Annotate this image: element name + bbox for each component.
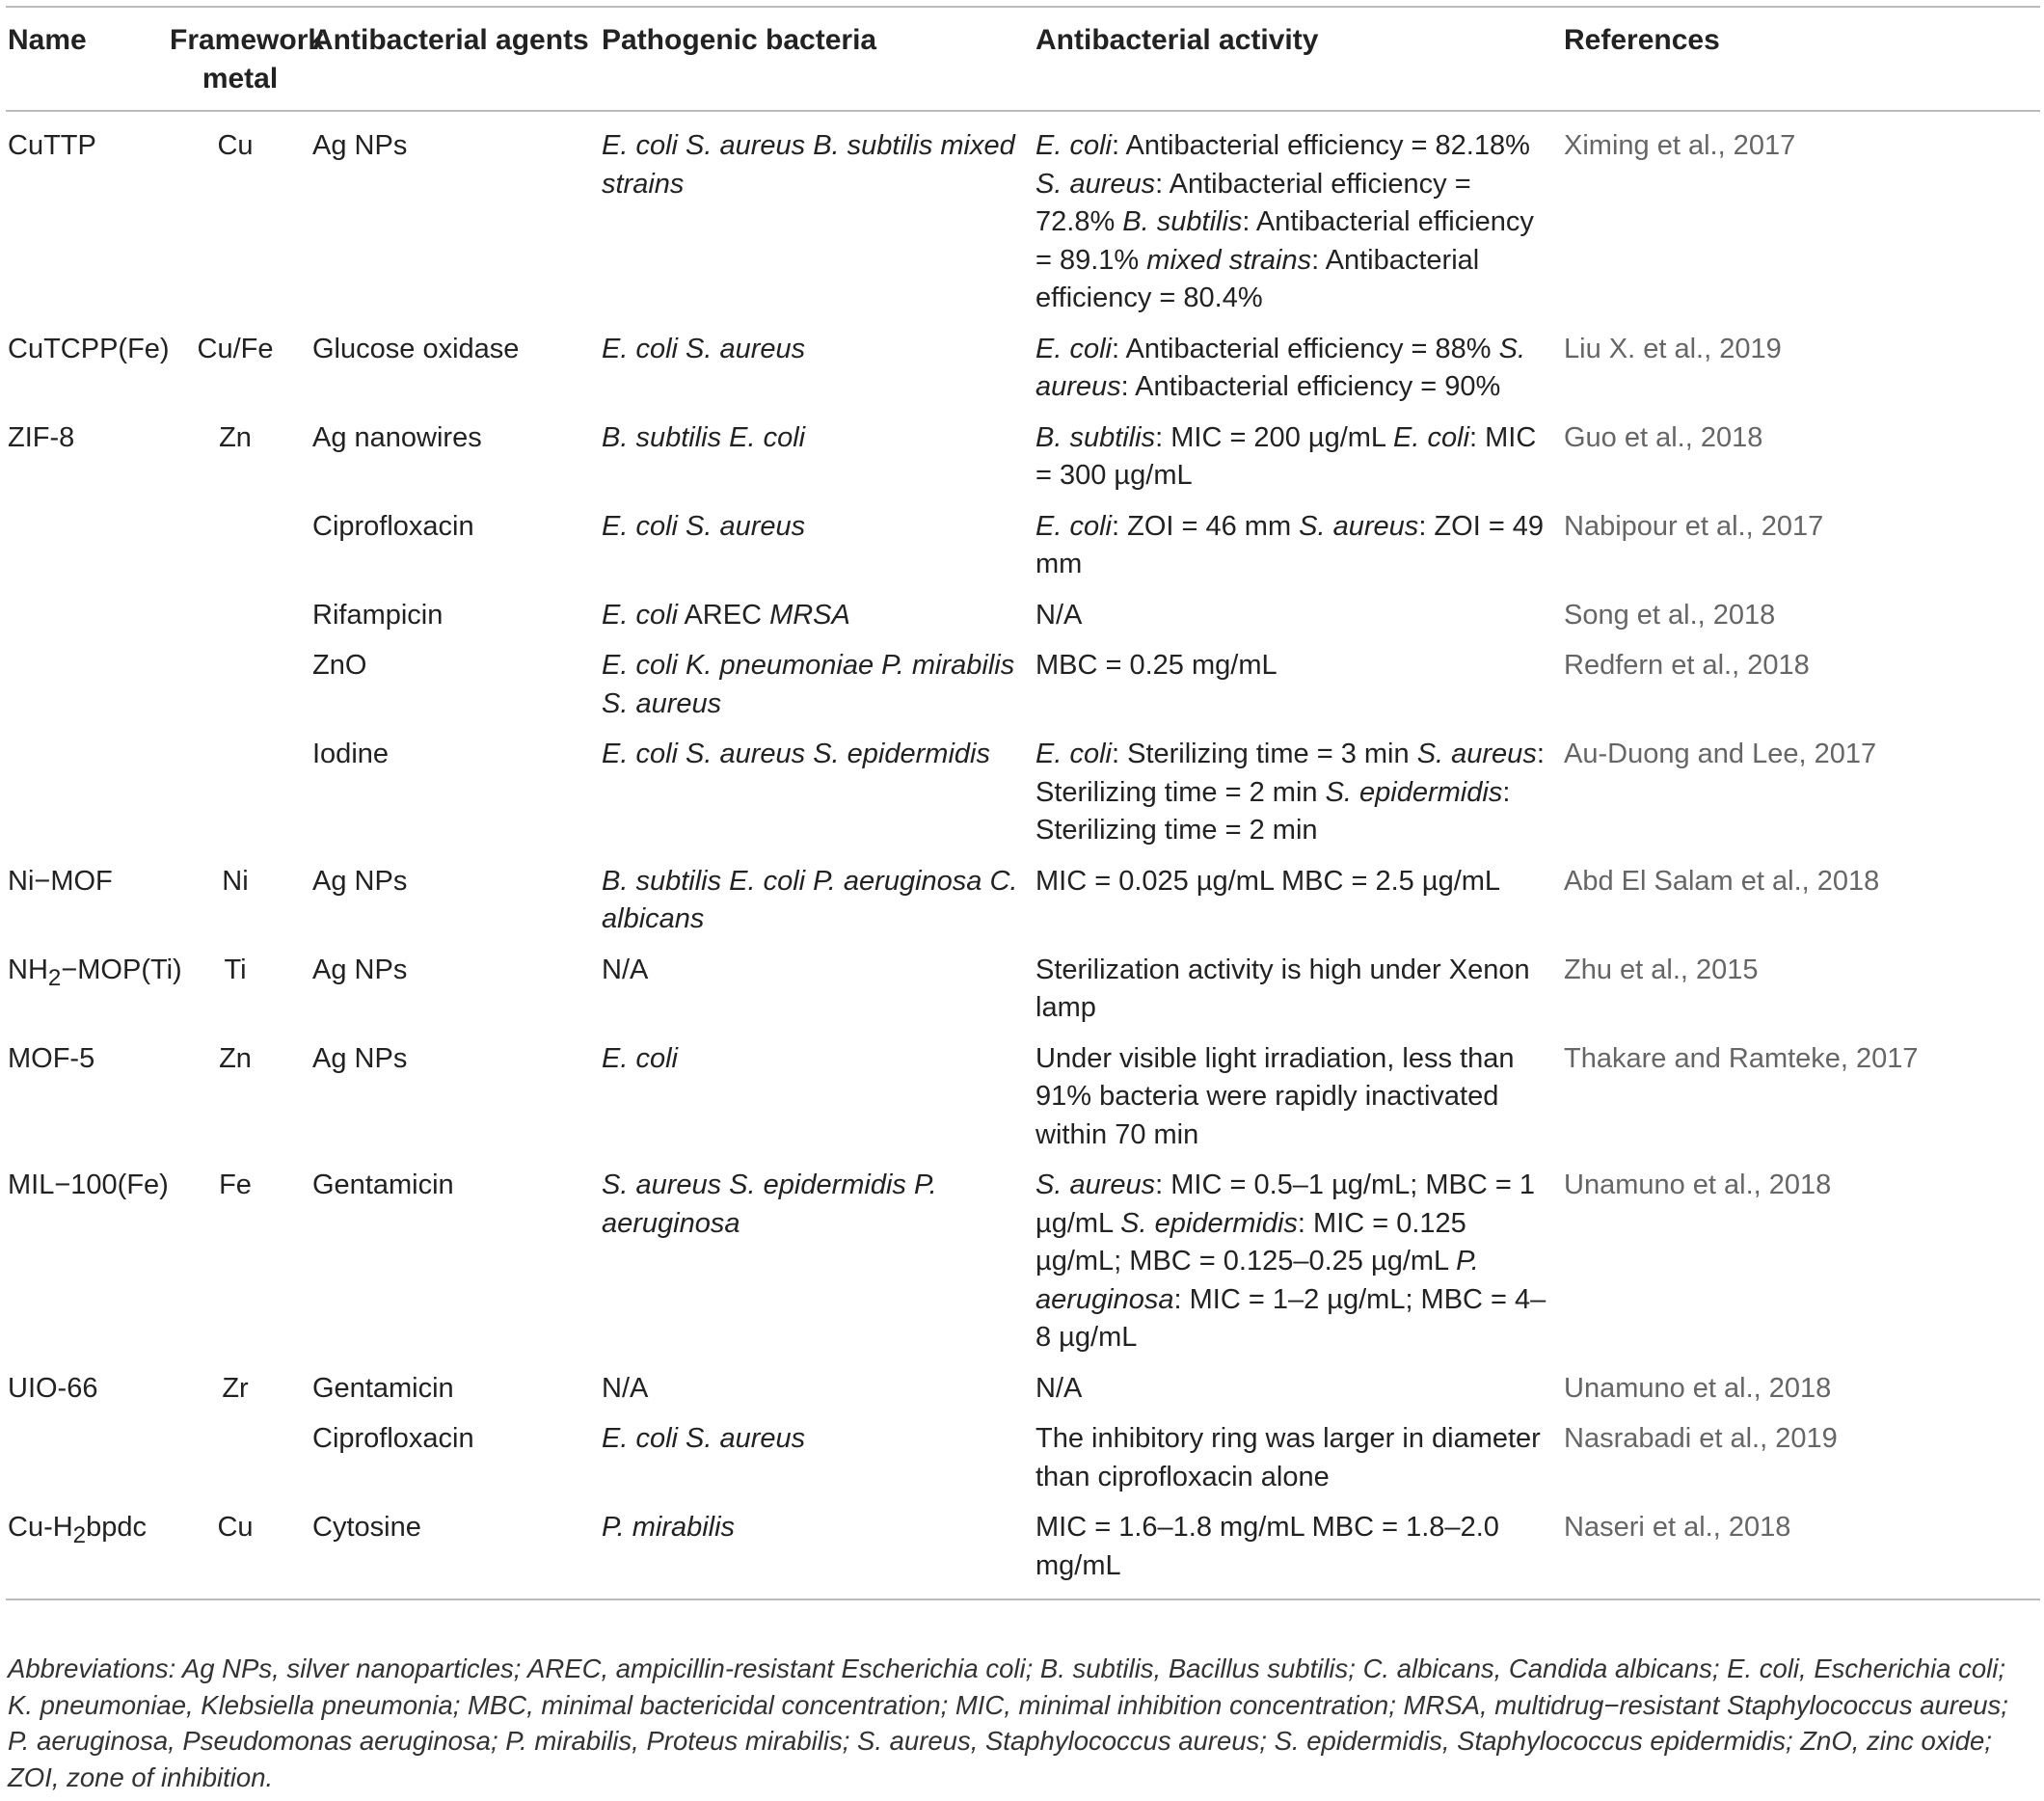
cell-antibacterial-activity: MIC = 0.025 µg/mL MBC = 2.5 µg/mL — [1035, 865, 1501, 897]
mof-antibacterial-table — [6, 6, 2040, 1600]
cell-name: MIL−100(Fe) — [8, 1169, 169, 1200]
cell-pathogenic-bacteria: E. coli S. aureus — [602, 333, 806, 364]
cell-antibacterial-activity: Under visible light irradiation, less than 91% bacteria were rapidly inactivated within 70 min — [1035, 1042, 1515, 1150]
cell-name: MOF-5 — [8, 1042, 95, 1074]
cell-framework-metal: Cu — [217, 130, 254, 161]
header-antibacterial-activity: Antibacterial activity — [1034, 7, 1562, 111]
cell-framework-metal: Zn — [219, 1042, 252, 1074]
cell-reference: Abd El Salam et al., 2018 — [1564, 865, 1880, 897]
cell-reference: Nabipour et al., 2017 — [1564, 510, 1824, 542]
cell-name — [6, 591, 168, 642]
cell-antibacterial-activity: The inhibitory ring was larger in diameter than ciprofloxacin alone — [1035, 1423, 1541, 1492]
cell-pathogenic-bacteria: B. subtilis E. coli — [602, 421, 806, 453]
cell-reference: Naseri et al., 2018 — [1562, 1503, 2040, 1599]
table-row — [6, 111, 2040, 325]
cell-reference: Redfern et al., 2018 — [1564, 650, 1810, 681]
header-row — [6, 7, 2040, 111]
cell-reference: Thakare and Ramteke, 2017 — [1564, 1042, 1919, 1074]
cell-pathogenic-bacteria: E. coli — [602, 1042, 678, 1074]
cell-antibacterial-activity: MIC = 1.6–1.8 mg/mL MBC = 1.8–2.0 mg/mL — [1034, 1503, 1562, 1599]
cell-reference: Zhu et al., 2015 — [1564, 954, 1759, 985]
table-row — [6, 1414, 2040, 1503]
cell-framework-metal: Zn — [219, 421, 252, 453]
cell-antibacterial-activity: B. subtilis: MIC = 200 µg/mL E. coli: MIC = 300 µg/mL — [1035, 421, 1537, 491]
cell-name: $Cu-H_2bpdc$ — [6, 1503, 168, 1599]
table-row — [6, 641, 2040, 730]
cell-antibacterial-activity: MBC = 0.25 mg/mL — [1035, 650, 1278, 681]
cell-framework-metal: Cu/Fe — [197, 333, 274, 364]
cell-framework-metal — [168, 1414, 310, 1503]
cell-reference: Song et al., 2018 — [1564, 599, 1776, 631]
cell-antibacterial-agent: Ag nanowires — [312, 421, 482, 453]
cell-antibacterial-activity: E. coli: ZOI = 46 mm S. aureus: ZOI = 49 mm — [1035, 510, 1545, 579]
table-row — [6, 1364, 2040, 1415]
cell-reference: Unamuno et al., 2018 — [1564, 1169, 1832, 1200]
cell-reference: Ximing et al., 2017 — [1564, 130, 1796, 161]
header-antibacterial-agents: Antibacterial agents — [310, 7, 600, 111]
cell-framework-metal: Ni — [222, 865, 249, 897]
cell-pathogenic-bacteria: E. coli AREC MRSA — [602, 599, 850, 631]
cell-antibacterial-agent: Ciprofloxacin — [312, 1423, 474, 1454]
cell-antibacterial-activity: N/A — [1035, 1372, 1083, 1404]
cell-antibacterial-agent: Ciprofloxacin — [312, 510, 474, 542]
cell-reference: Liu X. et al., 2019 — [1564, 333, 1782, 364]
cell-antibacterial-activity: S. aureus: MIC = 0.5–1 µg/mL; MBC = 1 µg/mL S. epidermidis: MIC = 0.125 µg/mL; MBC = 0.125–0.25 µg/mL P. aeruginosa: MIC = 1–2 µg/mL; MBC = 4–8 µg/mL — [1035, 1169, 1546, 1353]
cell-pathogenic-bacteria: E. coli S. aureus B. subtilis mixed strains — [602, 130, 1015, 200]
cell-name: CuTCPP(Fe) — [8, 333, 170, 364]
cell-reference: Au-Duong and Lee, 2017 — [1564, 739, 1877, 769]
cell-name: UIO-66 — [8, 1372, 98, 1404]
cell-antibacterial-agent: Gentamicin — [312, 1169, 454, 1200]
cell-name — [6, 730, 168, 857]
cell-pathogenic-bacteria: B. subtilis E. coli P. aeruginosa C. albicans — [602, 865, 1018, 934]
header-name: Name — [6, 7, 168, 111]
cell-name: $NH_2-MOP(Ti)$ — [8, 954, 182, 991]
cell-pathogenic-bacteria: P. mirabilis — [600, 1503, 1034, 1599]
table-row — [6, 591, 2040, 642]
table-row — [6, 1035, 2040, 1162]
cell-antibacterial-agent: Ag NPs — [312, 865, 408, 897]
table-row — [6, 1503, 2040, 1599]
cell-pathogenic-bacteria: E. coli S. aureus S. epidermidis — [602, 739, 990, 769]
cell-framework-metal: Ti — [224, 954, 247, 985]
table-row — [6, 325, 2040, 414]
cell-antibacterial-agent: Glucose oxidase — [312, 333, 520, 364]
cell-framework-metal — [168, 730, 310, 857]
cell-reference: Guo et al., 2018 — [1564, 421, 1763, 453]
cell-antibacterial-agent: Iodine — [312, 739, 390, 769]
cell-antibacterial-agent: Gentamicin — [312, 1372, 454, 1404]
cell-framework-metal: Fe — [219, 1169, 252, 1200]
cell-antibacterial-activity: Sterilization activity is high under Xenon lamp — [1035, 954, 1530, 1023]
cell-antibacterial-agent: Rifampicin — [312, 599, 444, 631]
table-row — [6, 946, 2040, 1035]
table-row — [6, 857, 2040, 946]
header-references: References — [1562, 7, 2040, 111]
cell-pathogenic-bacteria: S. aureus S. epidermidis P. aeruginosa — [602, 1169, 937, 1239]
cell-name — [6, 502, 168, 591]
header-pathogenic-bacteria: Pathogenic bacteria — [600, 7, 1034, 111]
cell-name — [6, 1414, 168, 1503]
cell-antibacterial-agent: Ag NPs — [312, 130, 408, 161]
cell-antibacterial-agent: ZnO — [312, 650, 367, 681]
table-row — [6, 414, 2040, 502]
header-framework-metal: Framework metal — [168, 7, 310, 111]
cell-pathogenic-bacteria: N/A — [602, 954, 649, 985]
cell-name: ZIF-8 — [8, 421, 75, 453]
table-row — [6, 730, 2040, 857]
table-row — [6, 1161, 2040, 1364]
cell-reference: Unamuno et al., 2018 — [1564, 1372, 1832, 1404]
cell-framework-metal: Zr — [222, 1372, 249, 1404]
cell-antibacterial-agent: Ag NPs — [312, 1042, 408, 1074]
cell-framework-metal — [168, 641, 310, 730]
cell-name — [6, 641, 168, 730]
cell-antibacterial-activity: E. coli: Antibacterial efficiency = 88% S. aureus: Antibacterial efficiency = 90% — [1035, 333, 1526, 402]
cell-antibacterial-agent: Ag NPs — [312, 954, 408, 985]
cell-reference: Nasrabadi et al., 2019 — [1564, 1423, 1838, 1454]
cell-antibacterial-activity: E. coli: Antibacterial efficiency = 82.18% S. aureus: Antibacterial efficiency = 72.8% B. subtilis: Antibacterial efficiency = 89.1% mixed strains: Antibacterial efficiency = 80.4% — [1035, 130, 1534, 313]
cell-name: CuTTP — [8, 130, 96, 161]
cell-pathogenic-bacteria: N/A — [602, 1372, 649, 1404]
cell-pathogenic-bacteria: E. coli K. pneumoniae P. mirabilis S. aureus — [602, 650, 1015, 719]
abbreviations-footnote: Abbreviations: Ag NPs, silver nanoparticles; AREC, ampicillin-resistant Escherichia coli; B. subtilis, Bacillus subtilis; C. albicans, Candida albicans; E. coli, Escherichia coli; K. pneumoniae, Klebsiella pneumonia; MBC, minimal bactericidal concentration; MIC, minimal inhibition concentration; MRSA, multidrug−resistant Staphylococcus aureus; P. aeruginosa, Pseudomonas aeruginosa; P. mirabilis, Proteus mirabilis; S. aureus, Staphylococcus aureus; S. epidermidis, Staphylococcus epidermidis; ZnO, zinc oxide; ZOI, zone of inhibition. — [8, 1653, 2008, 1792]
table-row — [6, 502, 2040, 591]
cell-antibacterial-activity: N/A — [1035, 599, 1083, 631]
cell-antibacterial-activity: E. coli: Sterilizing time = 3 min S. aureus: Sterilizing time = 2 min S. epidermidis: Sterilizing time = 2 min — [1035, 739, 1545, 846]
cell-framework-metal — [168, 502, 310, 591]
cell-antibacterial-agent: Cytosine — [310, 1503, 600, 1599]
cell-name: Ni−MOF — [8, 865, 113, 897]
cell-pathogenic-bacteria: E. coli S. aureus — [602, 510, 806, 542]
cell-framework-metal: Cu — [168, 1503, 310, 1599]
cell-framework-metal — [168, 591, 310, 642]
cell-pathogenic-bacteria: E. coli S. aureus — [602, 1423, 806, 1454]
